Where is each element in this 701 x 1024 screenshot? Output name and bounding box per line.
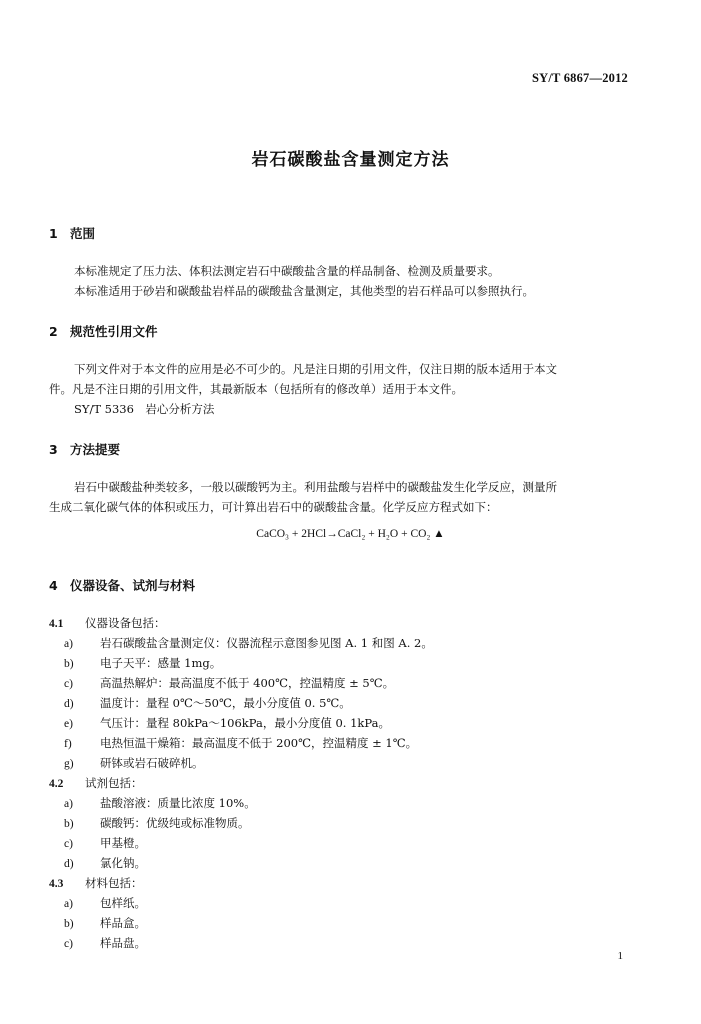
section-4-heading — [49, 576, 195, 594]
section-number: 3 — [49, 442, 58, 457]
list-item — [64, 815, 250, 831]
list-marker: c) — [64, 938, 73, 950]
list-item — [64, 695, 351, 711]
subsection-4-2 — [49, 775, 143, 791]
list-item-text: 温度计：量程 0℃～50℃，最小分度值 0. 5℃。 — [100, 696, 351, 710]
section-2-heading — [49, 322, 158, 340]
list-item — [64, 715, 390, 731]
section-1-paragraph-2: 本标准适用于砂岩和碳酸盐岩样品的碳酸盐含量测定，其他类型的岩石样品可以参照执行。 — [74, 284, 534, 298]
section-number: 2 — [49, 324, 58, 339]
list-item-text: 碳酸钙：优级纯或标准物质。 — [100, 816, 250, 830]
list-item — [64, 895, 146, 911]
list-item — [64, 855, 146, 871]
section-number: 1 — [49, 226, 58, 241]
list-marker: a) — [64, 898, 73, 910]
list-marker: a) — [64, 798, 73, 810]
list-marker: b) — [64, 818, 74, 830]
list-item — [64, 675, 394, 691]
document-title: 岩石碳酸盐含量测定方法 — [251, 150, 450, 170]
list-item-text: 岩石碳酸盐含量测定仪：仪器流程示意图参见图 A. 1 和图 A. 2。 — [100, 636, 433, 650]
section-title: 规范性引用文件 — [70, 324, 158, 339]
standard-number: SY/T 6867—2012 — [532, 71, 628, 85]
section-3-heading — [49, 440, 120, 458]
list-marker: d) — [64, 858, 74, 870]
normative-reference: SY/T 5336 岩心分析方法 — [74, 402, 215, 416]
list-item — [64, 835, 146, 851]
list-marker: c) — [64, 838, 73, 850]
section-2-paragraph-line-1: 下列文件对于本文件的应用是必不可少的。凡是注日期的引用文件，仅注日期的版本适用于本文 — [74, 362, 557, 376]
list-item-text: 样品盘。 — [100, 936, 146, 950]
list-marker: f) — [64, 738, 72, 750]
list-marker: d) — [64, 698, 74, 710]
list-item — [64, 935, 146, 951]
list-item — [64, 635, 433, 651]
subsection-4-1 — [49, 615, 166, 631]
section-number: 4 — [49, 578, 58, 593]
list-marker: a) — [64, 638, 73, 650]
list-item-text: 盐酸溶液：质量比浓度 10%。 — [100, 796, 256, 810]
subsection-label: 材料包括： — [85, 876, 143, 890]
list-item — [64, 915, 146, 931]
subsection-label: 试剂包括： — [85, 776, 143, 790]
list-item-text: 高温热解炉：最高温度不低于 400℃，控温精度 ± 5℃。 — [100, 676, 395, 690]
list-marker: g) — [64, 758, 74, 770]
list-item-text: 样品盒。 — [100, 916, 146, 930]
section-title: 方法提要 — [70, 442, 121, 457]
subsection-4-3 — [49, 875, 143, 891]
list-item-text: 气压计：量程 80kPa～106kPa，最小分度值 0. 1kPa。 — [100, 716, 390, 730]
list-item — [64, 735, 417, 751]
section-title: 范围 — [70, 226, 96, 241]
section-1-heading — [49, 224, 95, 242]
list-item — [64, 795, 256, 811]
list-item — [64, 655, 221, 671]
section-3-paragraph-line-1: 岩石中碳酸盐种类较多，一般以碳酸钙为主。利用盐酸与岩样中的碳酸盐发生化学反应，测量所 — [74, 480, 557, 494]
subsection-label: 仪器设备包括： — [85, 616, 166, 630]
list-marker: c) — [64, 678, 73, 690]
list-item-text: 电子天平：感量 1mg。 — [100, 656, 222, 670]
section-title: 仪器设备、试剂与材料 — [70, 578, 196, 593]
list-item-text: 研钵或岩石破碎机。 — [100, 756, 204, 770]
chemical-equation: CaCO₃ + 2HCl→CaCl₂ + H₂O + CO₂ ▲ — [256, 528, 445, 540]
subsection-number: 4.3 — [49, 878, 64, 890]
subsection-number: 4.2 — [49, 778, 64, 790]
subsection-number: 4.1 — [49, 618, 64, 630]
list-item — [64, 755, 204, 771]
page-number: 1 — [617, 950, 623, 962]
list-item-text: 氯化钠。 — [100, 856, 146, 870]
section-3-paragraph-line-2: 生成二氧化碳气体的体积或压力，可计算出岩石中的碳酸盐含量。化学反应方程式如下： — [49, 500, 498, 514]
section-1-paragraph-1: 本标准规定了压力法、体积法测定岩石中碳酸盐含量的样品制备、检测及质量要求。 — [74, 264, 500, 278]
list-marker: b) — [64, 918, 74, 930]
list-item-text: 甲基橙。 — [100, 836, 146, 850]
list-marker: e) — [64, 718, 73, 730]
section-2-paragraph-line-2: 件。凡是不注日期的引用文件，其最新版本（包括所有的修改单）适用于本文件。 — [49, 382, 463, 396]
list-item-text: 包样纸。 — [100, 896, 146, 910]
list-item-text: 电热恒温干燥箱：最高温度不低于 200℃，控温精度 ± 1℃。 — [100, 736, 418, 750]
list-marker: b) — [64, 658, 74, 670]
